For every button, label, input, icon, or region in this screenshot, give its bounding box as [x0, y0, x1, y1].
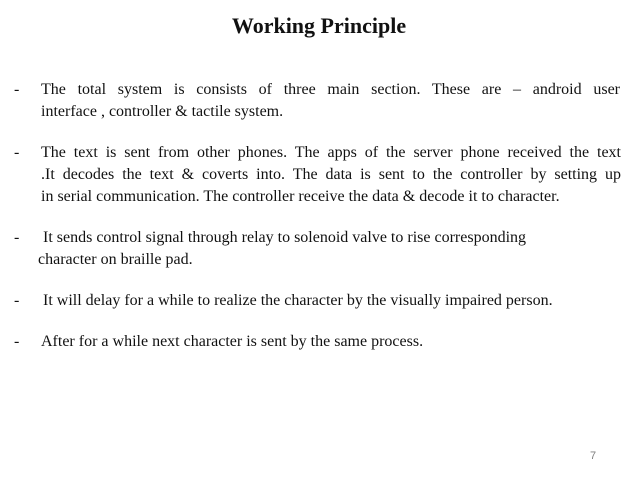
bullet-text-line: After for a while next character is sent by the same process. [41, 333, 424, 350]
bullet-marker: - [14, 81, 20, 98]
page-number: 7 [590, 450, 597, 462]
bullet-text-line: The text is sent from other phones. The apps of the server phone received the text [41, 144, 621, 161]
bullet-item [0, 142, 638, 208]
bullet-text-line: in serial communication. The controller receive the data & decode it to character. [41, 188, 560, 205]
slide-title: Working Principle [231, 13, 407, 38]
bullet-item [0, 290, 638, 312]
bullet-list [0, 79, 638, 372]
bullet-text-line: It will delay for a while to realize the character by the visually impaired person. [43, 292, 553, 309]
bullet-text-line: The total system is consists of three main section. These are – android user [41, 81, 620, 98]
bullet-marker: - [14, 333, 20, 350]
bullet-marker: - [14, 292, 20, 309]
bullet-marker: - [14, 229, 20, 246]
bullet-text-line: .It decodes the text & coverts into. The data is sent to the controller by setting up [41, 166, 621, 183]
bullet-text-line: interface , controller & tactile system. [41, 103, 284, 120]
bullet-marker: - [14, 144, 20, 161]
bullet-text-line: character on braille pad. [38, 251, 193, 268]
bullet-item [0, 227, 638, 271]
bullet-item [0, 79, 638, 123]
bullet-item [0, 331, 638, 353]
bullet-text-line: It sends control signal through relay to solenoid valve to rise corresponding [43, 229, 527, 246]
